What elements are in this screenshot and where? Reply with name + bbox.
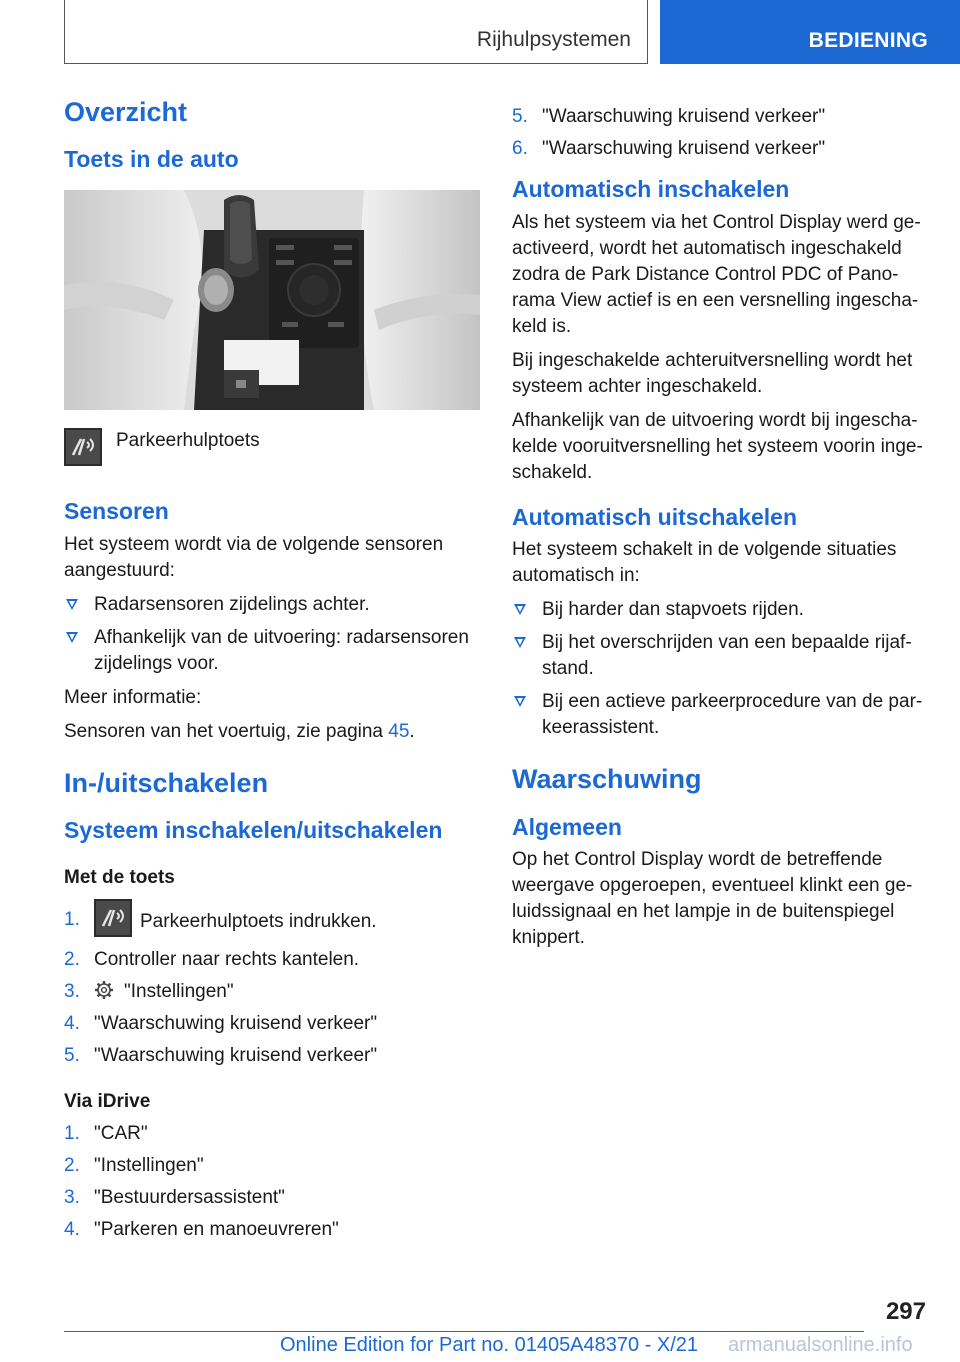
header-chapter-label: BEDIENING xyxy=(808,29,928,52)
heading-general: Algemeen xyxy=(512,813,622,840)
auto-on-paragraph-3: Afhankelijk van de uitvoering wordt bij ingescha-kelde vooruitversnelling het systeem voorin inge-schakeld. xyxy=(512,409,923,483)
idrive-steps xyxy=(64,1121,482,1243)
more-info-label: Meer informatie: xyxy=(64,686,202,708)
center-console-photo xyxy=(64,190,480,410)
triangle-bullet-icon xyxy=(514,637,526,648)
heading-system-on-off: Systeem inschakelen/uitschakelen xyxy=(64,816,443,843)
heading-via-idrive: Via iDrive xyxy=(64,1090,151,1112)
list-item: 4. "Parkeren en manoeuvreren" xyxy=(64,1218,339,1240)
triangle-bullet-icon xyxy=(514,604,526,615)
list-item: 1. "CAR" xyxy=(64,1122,148,1144)
heading-overview: Overzicht xyxy=(64,97,188,127)
triangle-bullet-icon xyxy=(66,599,78,610)
heading-sensors: Sensoren xyxy=(64,497,169,524)
parking-assist-button-icon xyxy=(94,899,132,937)
auto-on-paragraph-1: Als het systeem via het Control Display werd ge-activeerd, wordt het automatisch ingeschakeld zodra de Park Distance Control PDC of Pano-rama View actief is en een versnelling ingescha-keld is. xyxy=(512,211,921,337)
general-paragraph: Op het Control Display wordt de betreffende weergave opgeroepen, eventueel klinkt een ge-luidssignaal en het lampje in de buitenspiegel knippert. xyxy=(512,849,913,949)
list-item: 6. "Waarschuwing kruisend verkeer" xyxy=(512,138,826,159)
gear-icon xyxy=(94,980,114,1000)
photo-legend xyxy=(64,428,482,476)
triangle-bullet-icon xyxy=(66,632,78,643)
footer-watermark: armanualsonline.info xyxy=(728,1334,913,1356)
list-item: 5. "Waarschuwing kruisend verkeer" xyxy=(64,1044,378,1066)
triangle-bullet-icon xyxy=(514,696,526,707)
list-item: 2. Controller naar rechts kantelen. xyxy=(64,948,360,970)
auto-off-list xyxy=(512,597,924,741)
right-column xyxy=(512,104,924,959)
sensors-intro: Het systeem wordt via de volgende sensoren aangestuurd: xyxy=(64,533,444,581)
heading-with-button: Met de toets xyxy=(64,866,175,888)
photo-legend-text: Parkeerhulptoets xyxy=(116,429,260,451)
auto-on-paragraph-2: Bij ingeschakelde achteruitversnelling wordt het systeem achter ingeschakeld. xyxy=(512,349,913,397)
header-section-box xyxy=(64,0,648,64)
heading-warning: Waarschuwing xyxy=(512,764,702,795)
footer-edition: Online Edition for Part no. 01405A48370 - X/21 xyxy=(280,1334,699,1356)
list-item: 3. "Bestuurdersassistent" xyxy=(64,1186,285,1208)
list-item: 4. "Waarschuwing kruisend verkeer" xyxy=(64,1012,378,1034)
page-link-45[interactable]: 45 xyxy=(388,720,410,742)
heading-on-off: In-/uitschakelen xyxy=(64,767,269,798)
center-console-illustration xyxy=(64,190,480,410)
list-item: 2. "Instellingen" xyxy=(64,1154,204,1176)
list-item: Afhankelijk van de uitvoering: radarsensoren zijdelings voor. xyxy=(64,625,482,677)
list-item: Bij het overschrijden van een bepaalde rijaf-stand. xyxy=(512,630,924,682)
list-item: 1. Parkeerhulptoets indrukken. xyxy=(64,903,482,941)
auto-off-intro: Het systeem schakelt in de volgende situaties automatisch in: xyxy=(512,539,897,587)
heading-auto-on: Automatisch inschakelen xyxy=(512,176,790,202)
parking-assist-button-icon xyxy=(64,428,102,466)
heading-auto-off: Automatisch uitschakelen xyxy=(512,503,798,530)
list-item: Radarsensoren zijdelings achter. xyxy=(64,592,482,618)
list-item: Bij een actieve parkeerprocedure van de par-keerassistent. xyxy=(512,689,924,741)
footer-rule xyxy=(64,1331,864,1332)
list-item: 3. "Instellingen" xyxy=(64,980,234,1002)
list-item: 5. "Waarschuwing kruisend verkeer" xyxy=(512,106,826,127)
page-number: 297 xyxy=(885,1298,926,1325)
header-chapter-tab[interactable] xyxy=(660,0,960,64)
left-column xyxy=(64,96,482,1251)
button-steps xyxy=(64,903,482,1069)
heading-button-in-car: Toets in de auto xyxy=(64,146,239,173)
cross-reference: Sensoren van het voertuig, zie pagina 45. xyxy=(64,720,415,742)
list-item: Bij harder dan stapvoets rijden. xyxy=(512,597,924,623)
header-section-title: Rijhulpsystemen xyxy=(476,28,631,51)
sensors-list xyxy=(64,592,482,677)
idrive-steps-continued xyxy=(512,104,924,162)
